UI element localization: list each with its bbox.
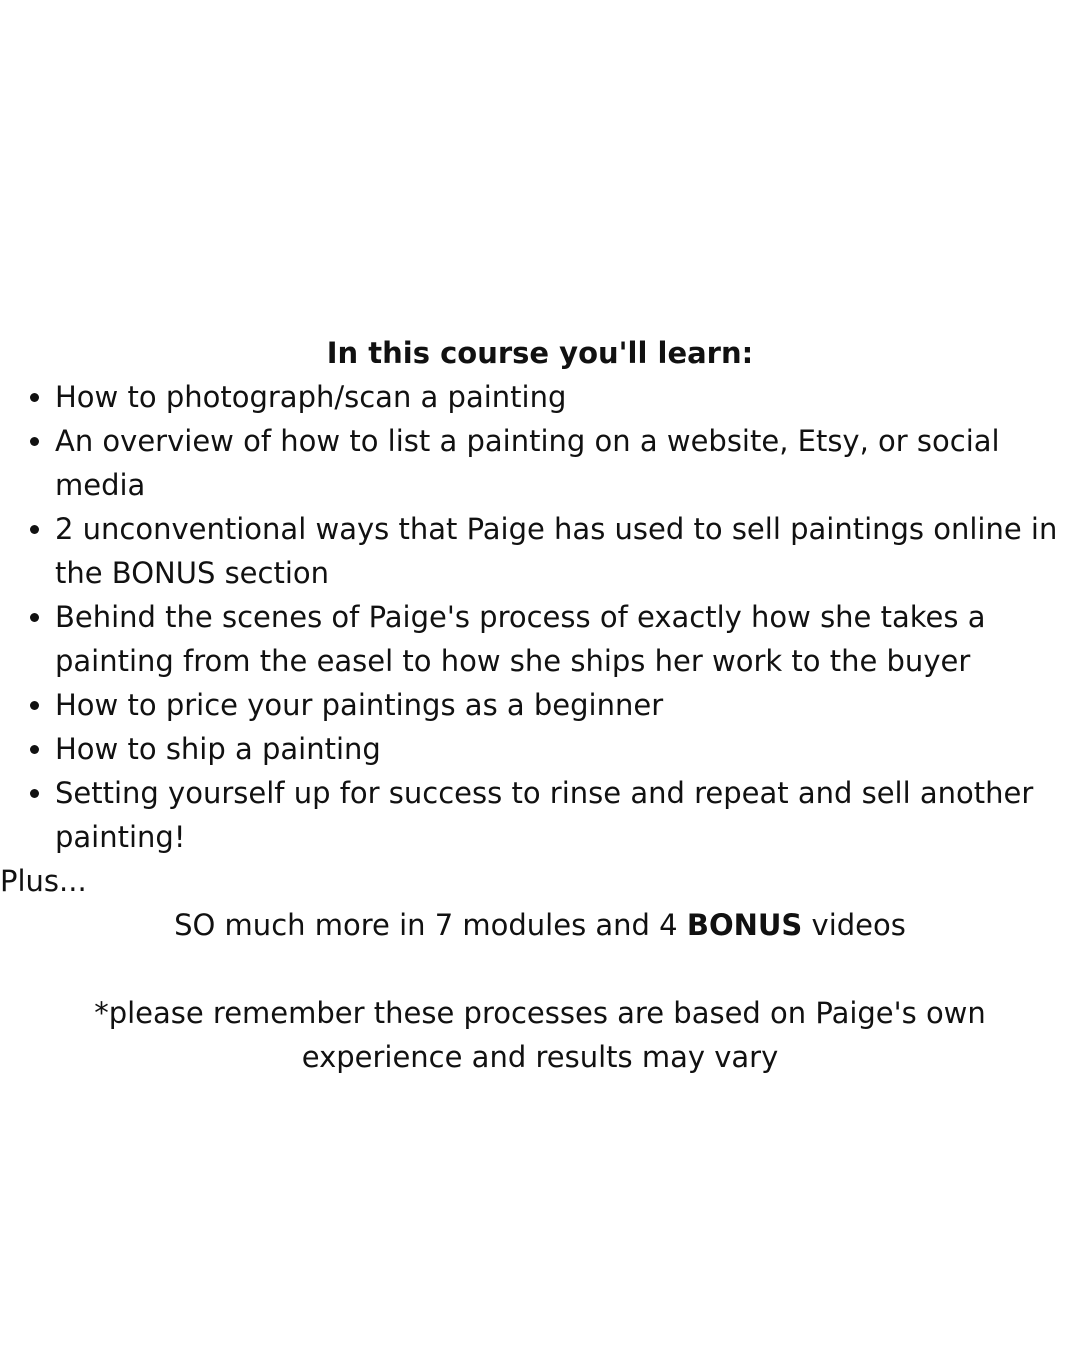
disclaimer: *please remember these processes are based on Paige's own experience and results may vary xyxy=(94,996,986,1074)
plus-label: Plus... xyxy=(0,864,87,898)
more-summary xyxy=(0,903,1080,947)
list-item: How to price your paintings as a beginner xyxy=(55,683,1080,727)
spacer xyxy=(0,947,1080,991)
list-item: An overview of how to list a painting on a website, Etsy, or social media xyxy=(55,419,1080,507)
more-prefix: SO much more in 7 modules and 4 xyxy=(174,908,687,942)
list-item: How to ship a painting xyxy=(55,727,1080,771)
list-item: How to photograph/scan a painting xyxy=(55,375,1080,419)
list-item: 2 unconventional ways that Paige has used to sell paintings online in the BONUS section xyxy=(55,507,1080,595)
course-content xyxy=(0,331,1080,1079)
more-suffix: videos xyxy=(802,908,906,942)
list-item: Setting yourself up for success to rinse and repeat and sell another painting! xyxy=(55,771,1080,859)
learn-list xyxy=(0,375,1080,859)
more-bonus-bold: BONUS xyxy=(686,908,803,942)
course-heading: In this course you'll learn: xyxy=(326,336,754,370)
list-item: Behind the scenes of Paige's process of exactly how she takes a painting from the easel to how she ships her work to the buyer xyxy=(55,595,1080,683)
